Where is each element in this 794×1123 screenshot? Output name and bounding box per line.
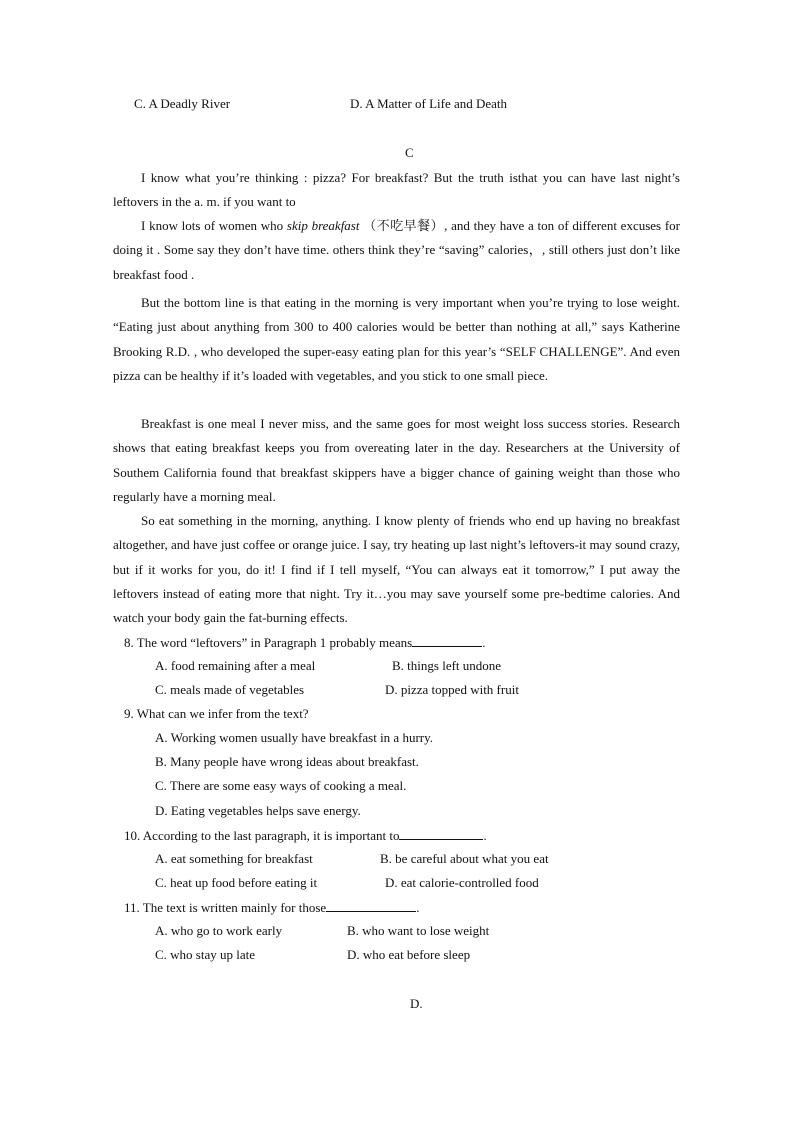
question-8-option-a: A. food remaining after a meal — [155, 658, 316, 673]
answer-blank-8 — [412, 634, 482, 647]
passage-paragraph-2-italic: skip breakfast — [286, 218, 360, 233]
passage-paragraph-3-text: But the bottom line is that eating in the morning is very important when you’re trying to lose weight. “Eating just about anything from 300 to 400 calories would be better than nothing at all,” says Katherine Brooking R.D. , who developed the super-easy eating plan for this year’s “SELF CHALLENGE”. And even pizza can be healthy if it’s loaded with vegetables, and you stick to one small piece. — [113, 295, 680, 383]
question-8-option-c: C. meals made of vegetables — [155, 682, 305, 697]
question-9-option-c: C. There are some easy ways of cooking a meal. — [155, 778, 407, 793]
passage-paragraph-3 — [113, 291, 680, 388]
question-8-option-b: B. things left undone — [392, 658, 502, 673]
passage-paragraph-1 — [113, 166, 680, 215]
question-11-option-b: B. who want to lose weight — [347, 923, 490, 938]
passage-paragraph-2-text-b: （不吃早餐）, and they have a ton of different excuses for doing it . Some say they don’t have time. others think they’re “saving” calories，, still others just don’t like breakfast food . — [113, 218, 680, 282]
question-9-option-b: B. Many people have wrong ideas about breakfast. — [155, 754, 419, 769]
prev-option-c: C. A Deadly River — [134, 96, 231, 111]
passage-paragraph-4-text: Breakfast is one meal I never miss, and the same goes for most weight loss success stories. Research shows that eating breakfast keeps you from overeating later in the day. Researchers at the University of Southem California found that breakfast skippers have a bigger chance of gaining weight than those who regularly have a morning meal. — [113, 416, 680, 504]
question-11-option-c: C. who stay up late — [155, 947, 256, 962]
question-9-stem: 9. What can we infer from the text? — [124, 706, 309, 721]
passage-paragraph-1-text: I know what you’re thinking : pizza? For breakfast? But the truth isthat you can have last night’s leftovers in the a. m. if you want to — [113, 170, 680, 210]
question-9-option-a: A. Working women usually have breakfast in a hurry. — [155, 730, 434, 745]
answer-blank-11 — [326, 899, 416, 912]
question-10-option-a: A. eat something for breakfast — [155, 851, 313, 866]
passage-paragraph-2 — [113, 214, 680, 287]
question-11-stem: 11. The text is written mainly for those . — [124, 900, 420, 915]
section-heading-c: C — [405, 145, 414, 160]
passage-paragraph-5 — [113, 509, 680, 630]
question-10-stem: 10. According to the last paragraph, it is important to . — [124, 828, 487, 843]
passage-paragraph-4 — [113, 412, 680, 509]
passage-paragraph-5-text: So eat something in the morning, anything. I know plenty of friends who end up having no breakfast altogether, and have just coffee or orange juice. I say, try heating up last night’s leftovers-it may sound crazy, but if it works for you, do it! I find if I tell myself, “You can always eat it tomorrow,” I put away the leftovers instead of eating more that night. Try it…you may save yourself some pre-bedtime calories. And watch your body gain the fat-burning effects. — [113, 513, 680, 626]
question-10-option-c: C. heat up food before eating it — [155, 875, 318, 890]
passage-paragraph-2-text-a: I know lots of women who — [141, 218, 287, 233]
question-10-option-d: D. eat calorie-controlled food — [385, 875, 539, 890]
question-10-option-b: B. be careful about what you eat — [380, 851, 549, 866]
answer-blank-10 — [399, 827, 483, 840]
question-11-option-d: D. who eat before sleep — [347, 947, 471, 962]
section-heading-d: D. — [410, 996, 423, 1011]
question-9-option-d: D. Eating vegetables helps save energy. — [155, 803, 361, 818]
prev-option-d: D. A Matter of Life and Death — [350, 96, 508, 111]
question-8-stem: 8. The word “leftovers” in Paragraph 1 probably means . — [124, 635, 486, 650]
question-8-option-d: D. pizza topped with fruit — [385, 682, 519, 697]
question-11-option-a: A. who go to work early — [155, 923, 283, 938]
